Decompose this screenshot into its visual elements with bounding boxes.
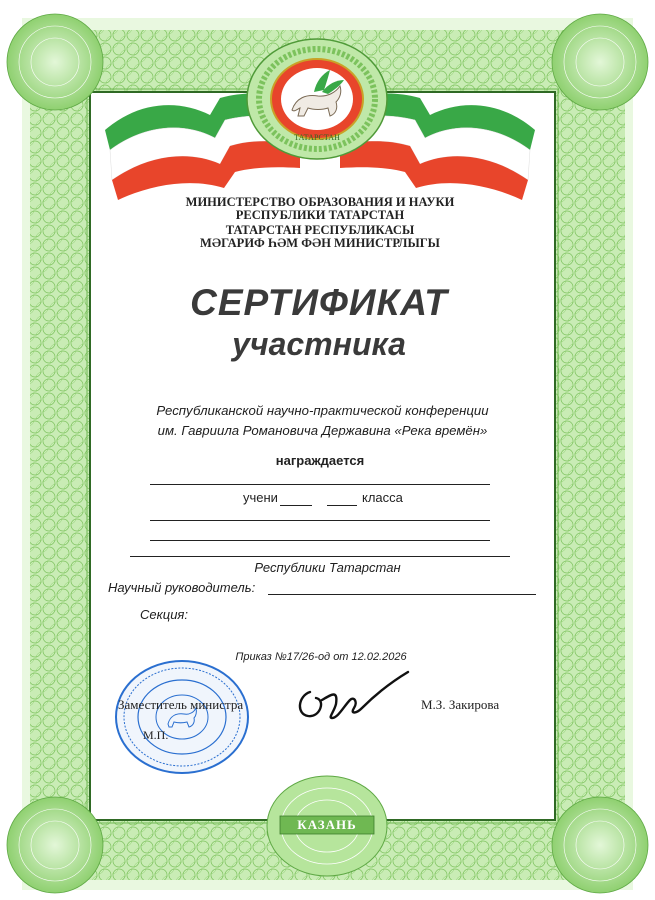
conference-line1: Республиканской научно-практической конференции	[156, 403, 489, 418]
ministry-header-ru	[150, 196, 490, 222]
ministry-tt-line2: МӘГАРИФ ҺӘМ ФӘН МИНИСТРЛЫГЫ	[200, 236, 440, 250]
awarded-label: награждается	[275, 453, 365, 468]
city-label: КАЗАНЬ	[297, 817, 357, 832]
supervisor-line	[268, 594, 536, 595]
ministry-ru-line1: МИНИСТЕРСТВО ОБРАЗОВАНИЯ И НАУКИ	[185, 195, 455, 209]
student-suffix-line	[280, 505, 312, 506]
mp-label: М.П.	[143, 728, 169, 742]
conference-text	[100, 401, 545, 441]
ministry-tt-line1: ТАТАРСТАН РЕСПУБЛИКАСЫ	[225, 223, 415, 237]
emblem-ring-text: ТАТАРСТАН	[294, 133, 340, 142]
school-line-3	[130, 556, 510, 557]
signature-mark	[292, 670, 417, 732]
class-label: класса	[362, 490, 403, 505]
signatory-name: М.З. Закирова	[421, 697, 500, 712]
section-label: Секция:	[140, 607, 188, 622]
certificate-subtitle: участника	[232, 326, 406, 362]
class-number-line	[327, 505, 357, 506]
order-text: Приказ №17/26-од от 12.02.2026	[235, 651, 407, 663]
supervisor-label: Научный руководитель:	[108, 580, 256, 595]
official-stamp	[112, 658, 252, 776]
tatarstan-coat-of-arms-icon	[244, 36, 390, 162]
school-line-2	[150, 540, 490, 541]
republic-label: Республики Татарстан	[254, 560, 401, 575]
ministry-ru-line2: РЕСПУБЛИКИ ТАТАРСТАН	[235, 208, 405, 222]
school-line-1	[150, 520, 490, 521]
conference-line2: им. Гавриила Романовича Державина «Река времён»	[157, 423, 488, 438]
student-prefix: учени	[243, 490, 278, 505]
certificate-title: СЕРТИФИКАТ	[190, 282, 448, 323]
name-line	[150, 484, 490, 485]
ministry-header-tt	[150, 224, 490, 250]
deputy-minister-label: Заместитель министра	[118, 697, 244, 712]
